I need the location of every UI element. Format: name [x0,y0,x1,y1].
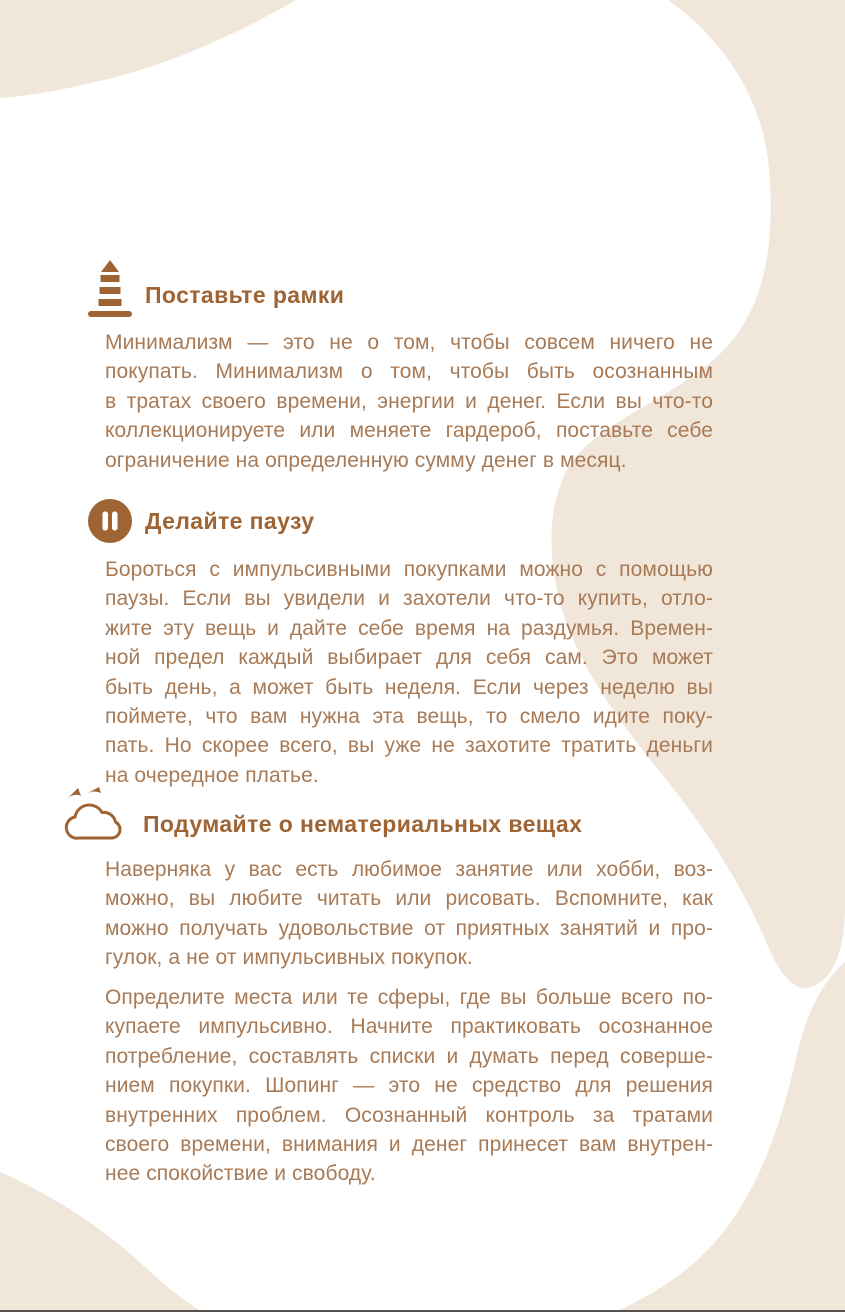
section-header-frames [88,260,344,318]
text-line: потребление, составлять списки и думать перед соверше- [105,1044,713,1068]
text-line: Наверняка у вас есть любимое занятие или хобби, воз- [105,858,713,881]
text-line: жите эту вещь и дайте себе время на раздумья. Времен- [105,616,713,640]
text-line: нием покупки. Шопинг — это не средство для решения [105,1074,713,1098]
text-line: Минимализм — это не о том, чтобы совсем ничего не [105,331,713,354]
text-line: внутренних проблем. Осознанный контроль за тратами [105,1103,713,1127]
section-header-pause [88,499,314,543]
paragraph [105,983,713,1189]
text-line: пать. Но скорее всего, вы уже не захотите тратить деньги [105,734,713,758]
text-line: гулок, а не от импульсивных покупок. [105,946,473,970]
section-heading: Делайте паузу [145,507,315,534]
section-header-immaterial [64,786,582,843]
text-line: ограничение на определенную сумму денег в месяц. [105,448,627,472]
lighthouse-icon [88,260,132,318]
text-line: Определите места или те сферы, где вы больше всего по- [105,986,713,1009]
text-line: поймете, что вам нужна эта вещь, то смело идите поку- [105,705,713,729]
text-line: своего времени, внимания и денег принесет вам внутрен- [105,1133,713,1157]
text-line: ной предел каждый выбирает для себя сам. Это может [105,646,713,670]
text-line: в тратах своего времени, энергии и денег. Если вы что-то [105,389,713,413]
text-line: быть день, а может быть неделя. Если через неделю вы [105,675,713,699]
paragraph [105,555,713,790]
text-line: Бороться с импульсивными покупками можно с помощью [105,558,713,581]
pause-icon [88,499,132,543]
section-heading: Поставьте рамки [145,282,345,308]
text-line: можно получать удовольствие от приятных занятий и про- [105,916,713,940]
text-line: паузы. Если вы увидели и захотели что-то купить, отло- [105,587,713,611]
text-line: купаете импульсивно. Начните практиковать осознанное [105,1015,713,1039]
text-line: коллекционируете или меняете гардероб, поставьте себе [105,419,713,443]
text-line: на очередное платье. [105,763,319,787]
section-heading: Подумайте о нематериальных вещах [143,811,583,837]
text-line: покупать. Минимализм о том, чтобы быть осознанным [105,360,713,384]
text-line: нее спокойствие и свободу. [105,1162,376,1186]
paragraph [105,855,713,973]
paragraph [105,328,713,475]
text-line: можно, вы любите читать или рисовать. Вспомните, как [105,887,713,911]
cloud-birds-icon [64,786,132,843]
